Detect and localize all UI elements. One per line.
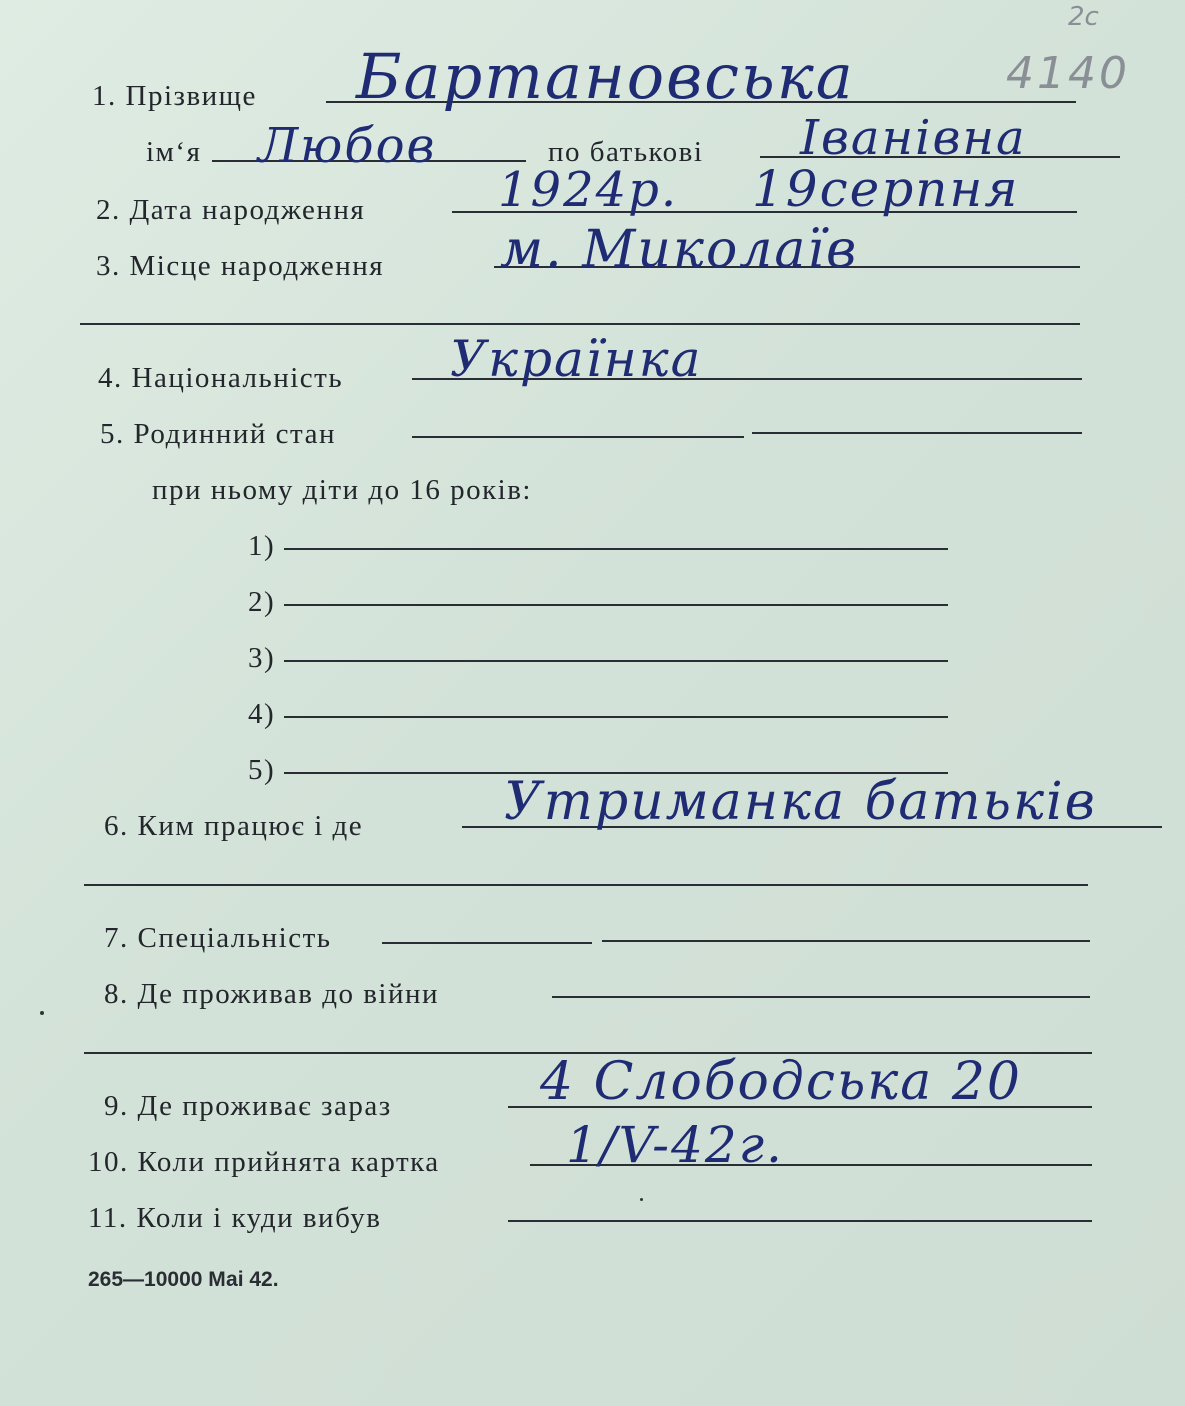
child-1-line	[284, 548, 948, 550]
prewar-label: 8. Де проживав до війни	[104, 978, 440, 1010]
corner-note-number: 4140	[1006, 48, 1130, 99]
ink-speck	[640, 1198, 643, 1201]
child-3-label: 3)	[248, 642, 276, 674]
work-label: 6. Ким працює і де	[104, 810, 364, 842]
child-4-line	[284, 716, 948, 718]
work-continuation-line	[84, 884, 1088, 886]
child-2-label: 2)	[248, 586, 276, 618]
surname-label: 1. Прізвище	[92, 80, 257, 112]
birthplace-label: 3. Місце народження	[96, 250, 385, 282]
departure-label: 11. Коли і куди вибув	[88, 1202, 382, 1234]
card-date-value: 1/V-42г.	[566, 1116, 784, 1174]
marital-label: 5. Родинний стан	[100, 418, 336, 450]
corner-note-top: 2с	[1068, 2, 1099, 32]
surname-value: Бартановська	[356, 40, 855, 113]
patronymic-label: по батькові	[548, 136, 704, 168]
speciality-line-left	[382, 942, 592, 944]
ink-speck	[40, 1011, 44, 1015]
child-4-label: 4)	[248, 698, 276, 730]
nationality-value: Українка	[450, 330, 703, 388]
child-3-line	[284, 660, 948, 662]
birthdate-year: 1924р.	[498, 162, 679, 218]
patronymic-value: Іванівна	[800, 110, 1027, 166]
current-address-label: 9. Де проживає зараз	[104, 1090, 392, 1122]
birthdate-day: 19серпня	[752, 160, 1020, 218]
work-value: Утриманка батьків	[504, 772, 1097, 832]
card-date-label: 10. Коли прийнята картка	[88, 1146, 440, 1178]
name-label: ім‘я	[146, 136, 202, 168]
speciality-line-right	[602, 940, 1090, 942]
birthdate-label: 2. Дата народження	[96, 194, 366, 226]
child-1-label: 1)	[248, 530, 276, 562]
children-label: при ньому діти до 16 років:	[152, 474, 532, 506]
marital-line-right	[752, 432, 1082, 434]
birthplace-value: м. Миколаїв	[500, 220, 859, 280]
print-info: 265—10000 Маі 42.	[88, 1268, 279, 1291]
name-value: Любов	[258, 118, 437, 174]
marital-line-left	[412, 436, 744, 438]
birthplace-continuation-line	[80, 323, 1080, 325]
nationality-label: 4. Національність	[98, 362, 344, 394]
speciality-label: 7. Спеціальність	[104, 922, 332, 954]
current-address-value: 4 Слободська 20	[540, 1052, 1023, 1112]
departure-line	[508, 1220, 1092, 1222]
prewar-line	[552, 996, 1090, 998]
child-2-line	[284, 604, 948, 606]
child-5-label: 5)	[248, 754, 276, 786]
